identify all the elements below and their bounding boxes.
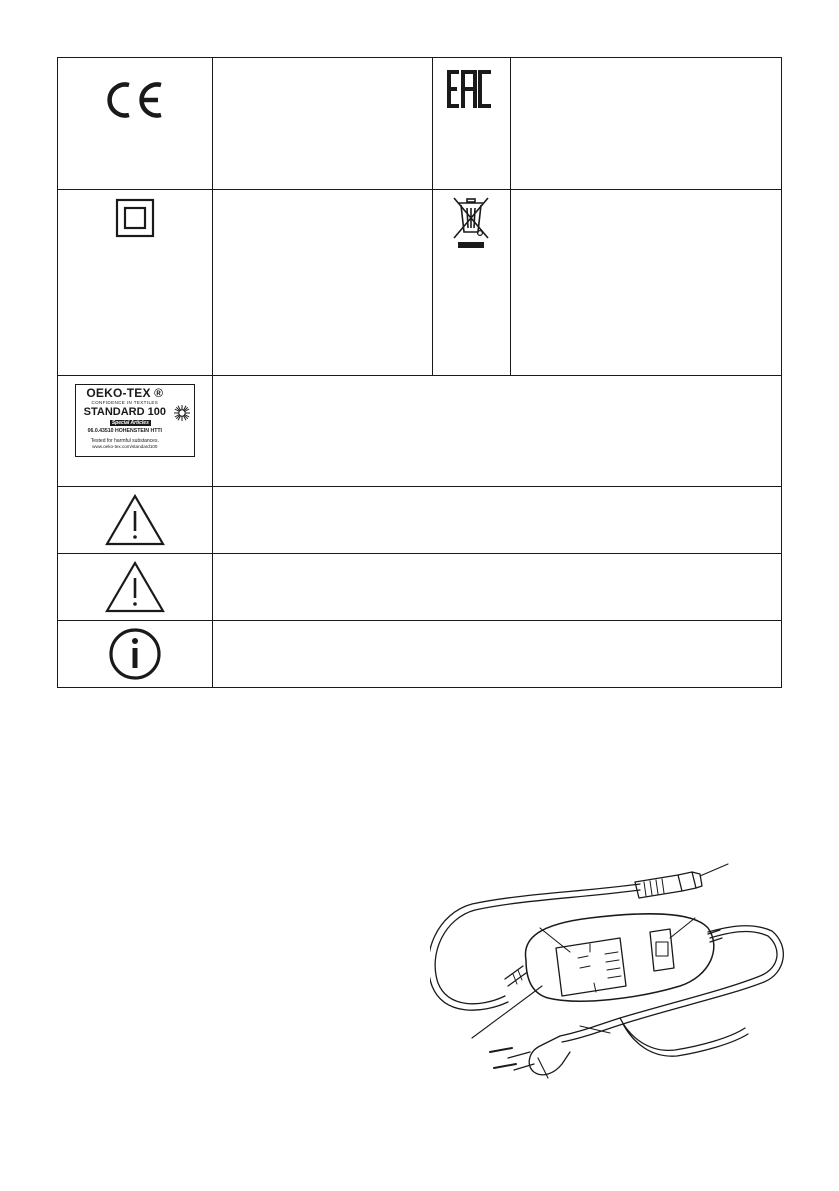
oeko-tex-standard: STANDARD 100 xyxy=(83,406,166,418)
eac-description-cell xyxy=(510,58,781,190)
controller-cable-illustration xyxy=(430,858,790,1088)
oeko-tex-title: OEKO-TEX ® xyxy=(86,386,164,400)
info-cell xyxy=(58,621,213,688)
oeko-tex-cell xyxy=(58,376,213,487)
eac-cell xyxy=(432,58,510,190)
weee-description-cell xyxy=(510,190,781,376)
weee-cell xyxy=(432,190,510,376)
oeko-tex-tested: Tested for harmful substances. xyxy=(90,438,159,444)
oeko-tex-tagline: CONFIDENCE IN TEXTILES xyxy=(91,400,159,405)
oeko-tex-certificate: 06.0.43510 HOHENSTEIN HTTI xyxy=(87,428,162,434)
oeko-tex-flower-icon xyxy=(173,404,191,422)
class2-cell xyxy=(58,190,213,376)
class2-description-cell xyxy=(212,190,432,376)
warning-description-cell-2 xyxy=(212,554,781,621)
info-description-cell xyxy=(212,621,781,688)
ce-mark-icon xyxy=(100,70,170,130)
info-icon xyxy=(107,626,163,682)
crossed-bin-icon xyxy=(450,196,492,252)
oeko-tex-description-cell xyxy=(212,376,781,487)
warning-cell-1 xyxy=(58,487,213,554)
oeko-tex-url: www.oeko-tex.com/standard100 xyxy=(92,444,158,449)
warning-description-cell-1 xyxy=(212,487,781,554)
double-square-icon xyxy=(115,198,155,238)
symbol-legend-table xyxy=(57,57,782,688)
oeko-tex-label xyxy=(75,384,195,457)
warning-triangle-icon xyxy=(104,493,166,547)
warning-triangle-icon xyxy=(104,560,166,614)
eac-mark-icon xyxy=(445,68,497,110)
ce-description-cell xyxy=(212,58,432,190)
ce-cell xyxy=(58,58,213,190)
oeko-tex-special-articles: Special Articles xyxy=(111,420,149,426)
warning-cell-2 xyxy=(58,554,213,621)
